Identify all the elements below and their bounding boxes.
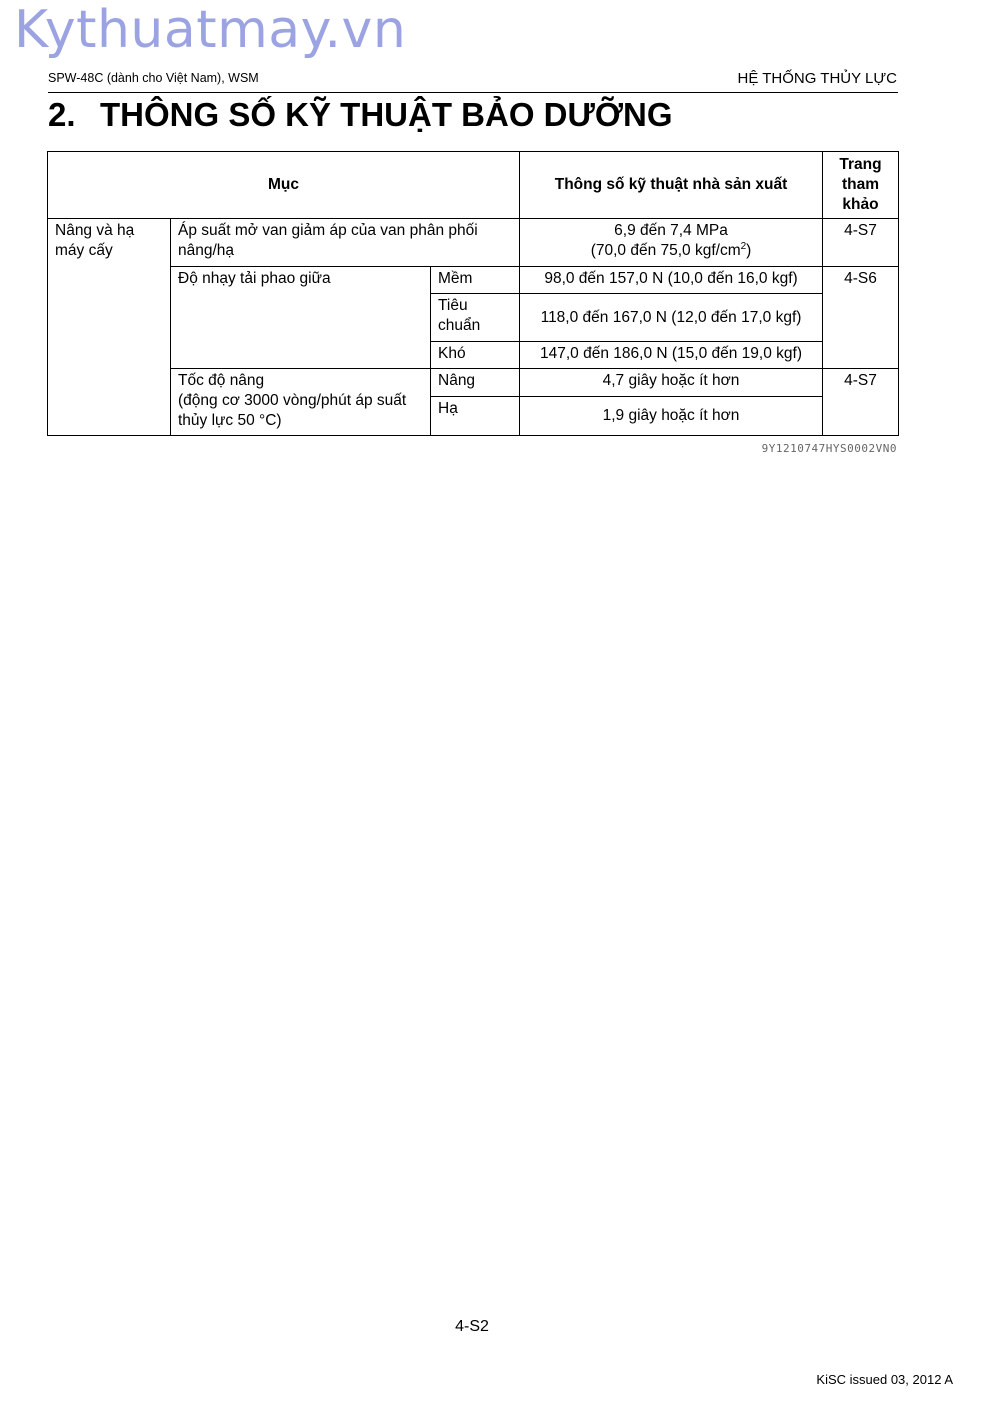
row2-sub-spec: 118,0 đến 167,0 N (12,0 đến 17,0 kgf) xyxy=(520,294,823,342)
row2-ref: 4-S6 xyxy=(823,267,899,369)
row3-item-line: thủy lực 50 °C) xyxy=(178,412,282,429)
row2-sub-label: Khó xyxy=(431,342,520,369)
table-row xyxy=(48,219,899,267)
table-header-row xyxy=(48,152,899,219)
header-ref xyxy=(823,152,899,219)
row2-sub-label-line: chuẩn xyxy=(438,317,481,334)
spec-table xyxy=(47,151,899,436)
page-number: 4-S2 xyxy=(455,1318,489,1335)
header-rule xyxy=(48,92,898,93)
superscript: 2 xyxy=(740,240,747,252)
row2-sub-spec: 147,0 đến 186,0 N (15,0 đến 19,0 kgf) xyxy=(520,342,823,369)
row3-sub-spec: 4,7 giây hoặc ít hơn xyxy=(520,369,823,397)
header-right: HỆ THỐNG THỦY LỰC xyxy=(737,70,897,87)
row3-sub-spec: 1,9 giây hoặc ít hơn xyxy=(520,397,823,436)
row1-spec xyxy=(520,219,823,267)
group-label-line: máy cấy xyxy=(55,242,113,259)
header-left: SPW-48C (dành cho Việt Nam), WSM xyxy=(48,71,259,85)
row1-spec-line: (70,0 đến 75,0 kgf/cm xyxy=(590,242,741,259)
table-row xyxy=(48,369,899,397)
row2-sub-spec: 98,0 đến 157,0 N (10,0 đến 16,0 kgf) xyxy=(520,267,823,294)
row3-sub-label: Hạ xyxy=(431,397,520,436)
group-label xyxy=(48,219,171,436)
header-spec: Thông số kỹ thuật nhà sản xuất xyxy=(520,152,823,219)
row2-sub-label: Mềm xyxy=(431,267,520,294)
row3-item-line: (động cơ 3000 vòng/phút áp suất xyxy=(178,392,407,409)
watermark: Kythuatmay.vn xyxy=(14,0,407,60)
section-number: 2. xyxy=(48,96,76,133)
section-title-text: THÔNG SỐ KỸ THUẬT BẢO DƯỠNG xyxy=(100,96,673,133)
section-title xyxy=(48,96,673,134)
row1-item-line: nâng/hạ xyxy=(178,242,235,259)
row2-item: Độ nhạy tải phao giữa xyxy=(171,267,431,369)
issue-note: KiSC issued 03, 2012 A xyxy=(816,1372,953,1387)
row3-item-line: Tốc độ nâng xyxy=(178,372,265,389)
row1-item-line: Áp suất mở van giảm áp của van phân phối xyxy=(178,222,478,239)
row1-item xyxy=(171,219,520,267)
row3-ref: 4-S7 xyxy=(823,369,899,436)
header-ref-line: khảo xyxy=(842,196,879,213)
group-label-line: Nâng và hạ xyxy=(55,222,135,239)
header-ref-line: Trang xyxy=(839,156,882,173)
document-code: 9Y1210747HYS0002VN0 xyxy=(761,442,897,455)
table-row xyxy=(48,267,899,294)
header-ref-line: tham xyxy=(841,176,880,193)
row1-ref: 4-S7 xyxy=(823,219,899,267)
row1-spec-close: ) xyxy=(746,242,752,259)
row3-item xyxy=(171,369,431,436)
row2-sub-label-line: Tiêu xyxy=(438,297,468,314)
row3-sub-label: Nâng xyxy=(431,369,520,397)
row2-sub-label xyxy=(431,294,520,342)
row1-spec-line: 6,9 đến 7,4 MPa xyxy=(614,222,728,239)
header-item: Mục xyxy=(48,152,520,219)
